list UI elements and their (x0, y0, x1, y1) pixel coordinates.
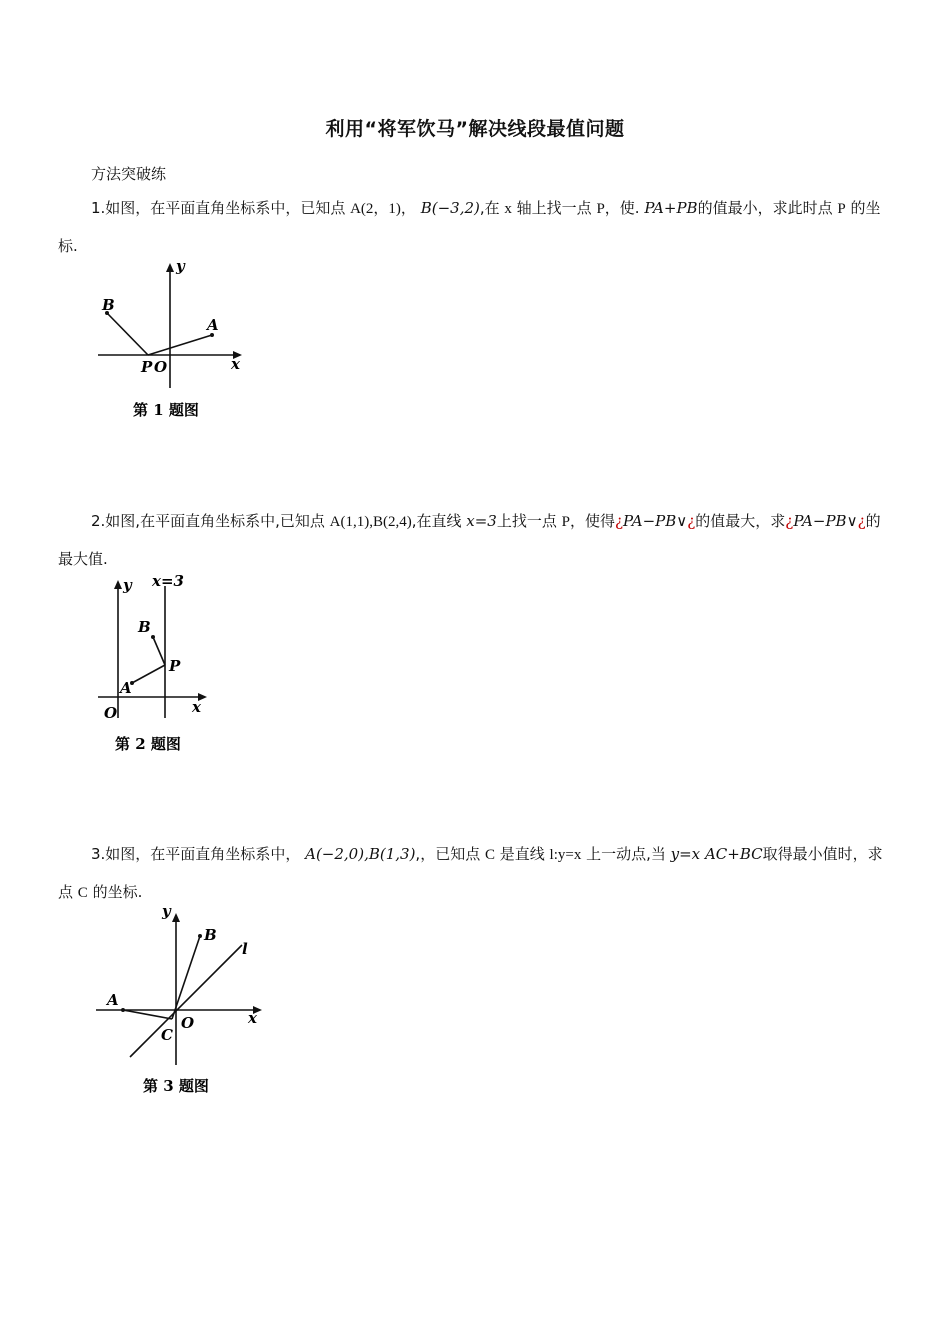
q3-line: l:y=x (549, 847, 582, 863)
label-o: O (181, 1014, 195, 1032)
q3-text-4: 上一动点,当 (581, 845, 671, 863)
q1-p2: P (837, 201, 846, 217)
label-b: B (138, 618, 151, 636)
point-b (198, 934, 202, 938)
q3-c2: C (77, 885, 88, 901)
figure-3 (90, 900, 280, 1105)
label-a: A (207, 316, 219, 334)
label-o: O (154, 358, 168, 376)
q1-point-a: A(2，1)， (350, 201, 416, 217)
label-x: x (231, 355, 240, 373)
label-p: P (141, 358, 153, 376)
q3-text-1: 3.如图，在平面直角坐标系中， (91, 845, 301, 863)
label-o: O (104, 704, 118, 722)
q2-expression: PA−PB∨ (623, 512, 688, 530)
line-l (130, 945, 242, 1057)
page-title: 利用“将军饮马”解决线段最值问题 (325, 118, 625, 140)
question-1 (58, 190, 886, 265)
section-label: 方法突破练 (91, 165, 167, 183)
question-2 (58, 503, 886, 578)
label-y: y (123, 576, 132, 594)
q1-text-6: 的坐标. (58, 199, 881, 255)
q2-text-1: 2.如图,在平面直角坐标系中,已知点 (91, 512, 330, 530)
q3-text-2: ,，已知点 (415, 845, 485, 863)
y-axis-arrow (166, 263, 174, 272)
q3-c: C (484, 847, 495, 863)
segment-pb (107, 313, 148, 355)
q2-text-2: ,在直线 (411, 512, 467, 530)
q2-text-3: 上找一点 (496, 512, 562, 530)
q2-glyph-4: ¿ (857, 512, 866, 530)
q3-text-3: 是直线 (494, 845, 550, 863)
q2-text-6: 的最大值. (58, 512, 881, 568)
q3-equation: y=x (670, 845, 701, 863)
figure-3-caption: 第 3 题图 (143, 1077, 209, 1095)
figure-2 (90, 568, 260, 758)
segment-pb (153, 637, 165, 665)
label-a: A (107, 991, 119, 1009)
label-c: C (161, 1026, 173, 1044)
q1-x: x (504, 201, 512, 217)
q1-text-1: 1.如图，在平面直角坐标系中，已知点 (91, 199, 351, 217)
label-b: B (204, 926, 217, 944)
q1-expression: PA+PB (644, 199, 698, 217)
figure-1-caption: 第 1 题图 (133, 401, 199, 419)
label-l: l (242, 940, 248, 958)
q1-text-2: ,在 (479, 199, 505, 217)
q3-points: A(−2,0),B(1,3) (305, 845, 416, 863)
label-p: P (169, 657, 181, 675)
label-b: B (102, 296, 115, 314)
figure-1 (90, 255, 260, 430)
segment-ac (123, 1010, 172, 1019)
q1-text-4: ，使. (604, 199, 645, 217)
label-y: y (176, 257, 185, 275)
label-x: x (248, 1009, 257, 1027)
q2-line: x=3 (466, 512, 497, 530)
y-axis-arrow (172, 913, 180, 922)
q2-text-4: ，使得 (569, 512, 615, 530)
q2-text-5: 的值最大，求 (695, 512, 786, 530)
q2-glyph-1: ¿ (614, 512, 624, 530)
figure-2-caption: 第 2 题图 (115, 735, 181, 753)
q2-p: P (561, 514, 570, 530)
segment-pa (132, 665, 165, 683)
q2-glyph-3: ¿ (785, 512, 794, 530)
q1-text-5: 的值最小，求此时点 (697, 199, 838, 217)
label-x3: x=3 (152, 572, 184, 590)
q1-point-b: B(−3,2) (420, 199, 480, 217)
q1-text-3: 轴上找一点 (511, 199, 597, 217)
y-axis-arrow (114, 580, 122, 589)
point-a (121, 1008, 125, 1012)
q3-expression: AC+BC (704, 845, 763, 863)
q3-text-6: 的坐标. (87, 883, 143, 901)
label-x: x (192, 698, 201, 716)
q1-p: P (596, 201, 605, 217)
q2-glyph-2: ¿ (687, 512, 696, 530)
q2-expression-2: PA−PB∨ (793, 512, 858, 530)
label-a: A (120, 679, 132, 697)
q3-text-5: 取得最小值时，求点 (58, 845, 883, 901)
segment-pa (148, 335, 212, 355)
q2-points: A(1,1),B(2,4) (329, 514, 412, 530)
label-y: y (162, 902, 171, 920)
point-b (151, 635, 155, 639)
